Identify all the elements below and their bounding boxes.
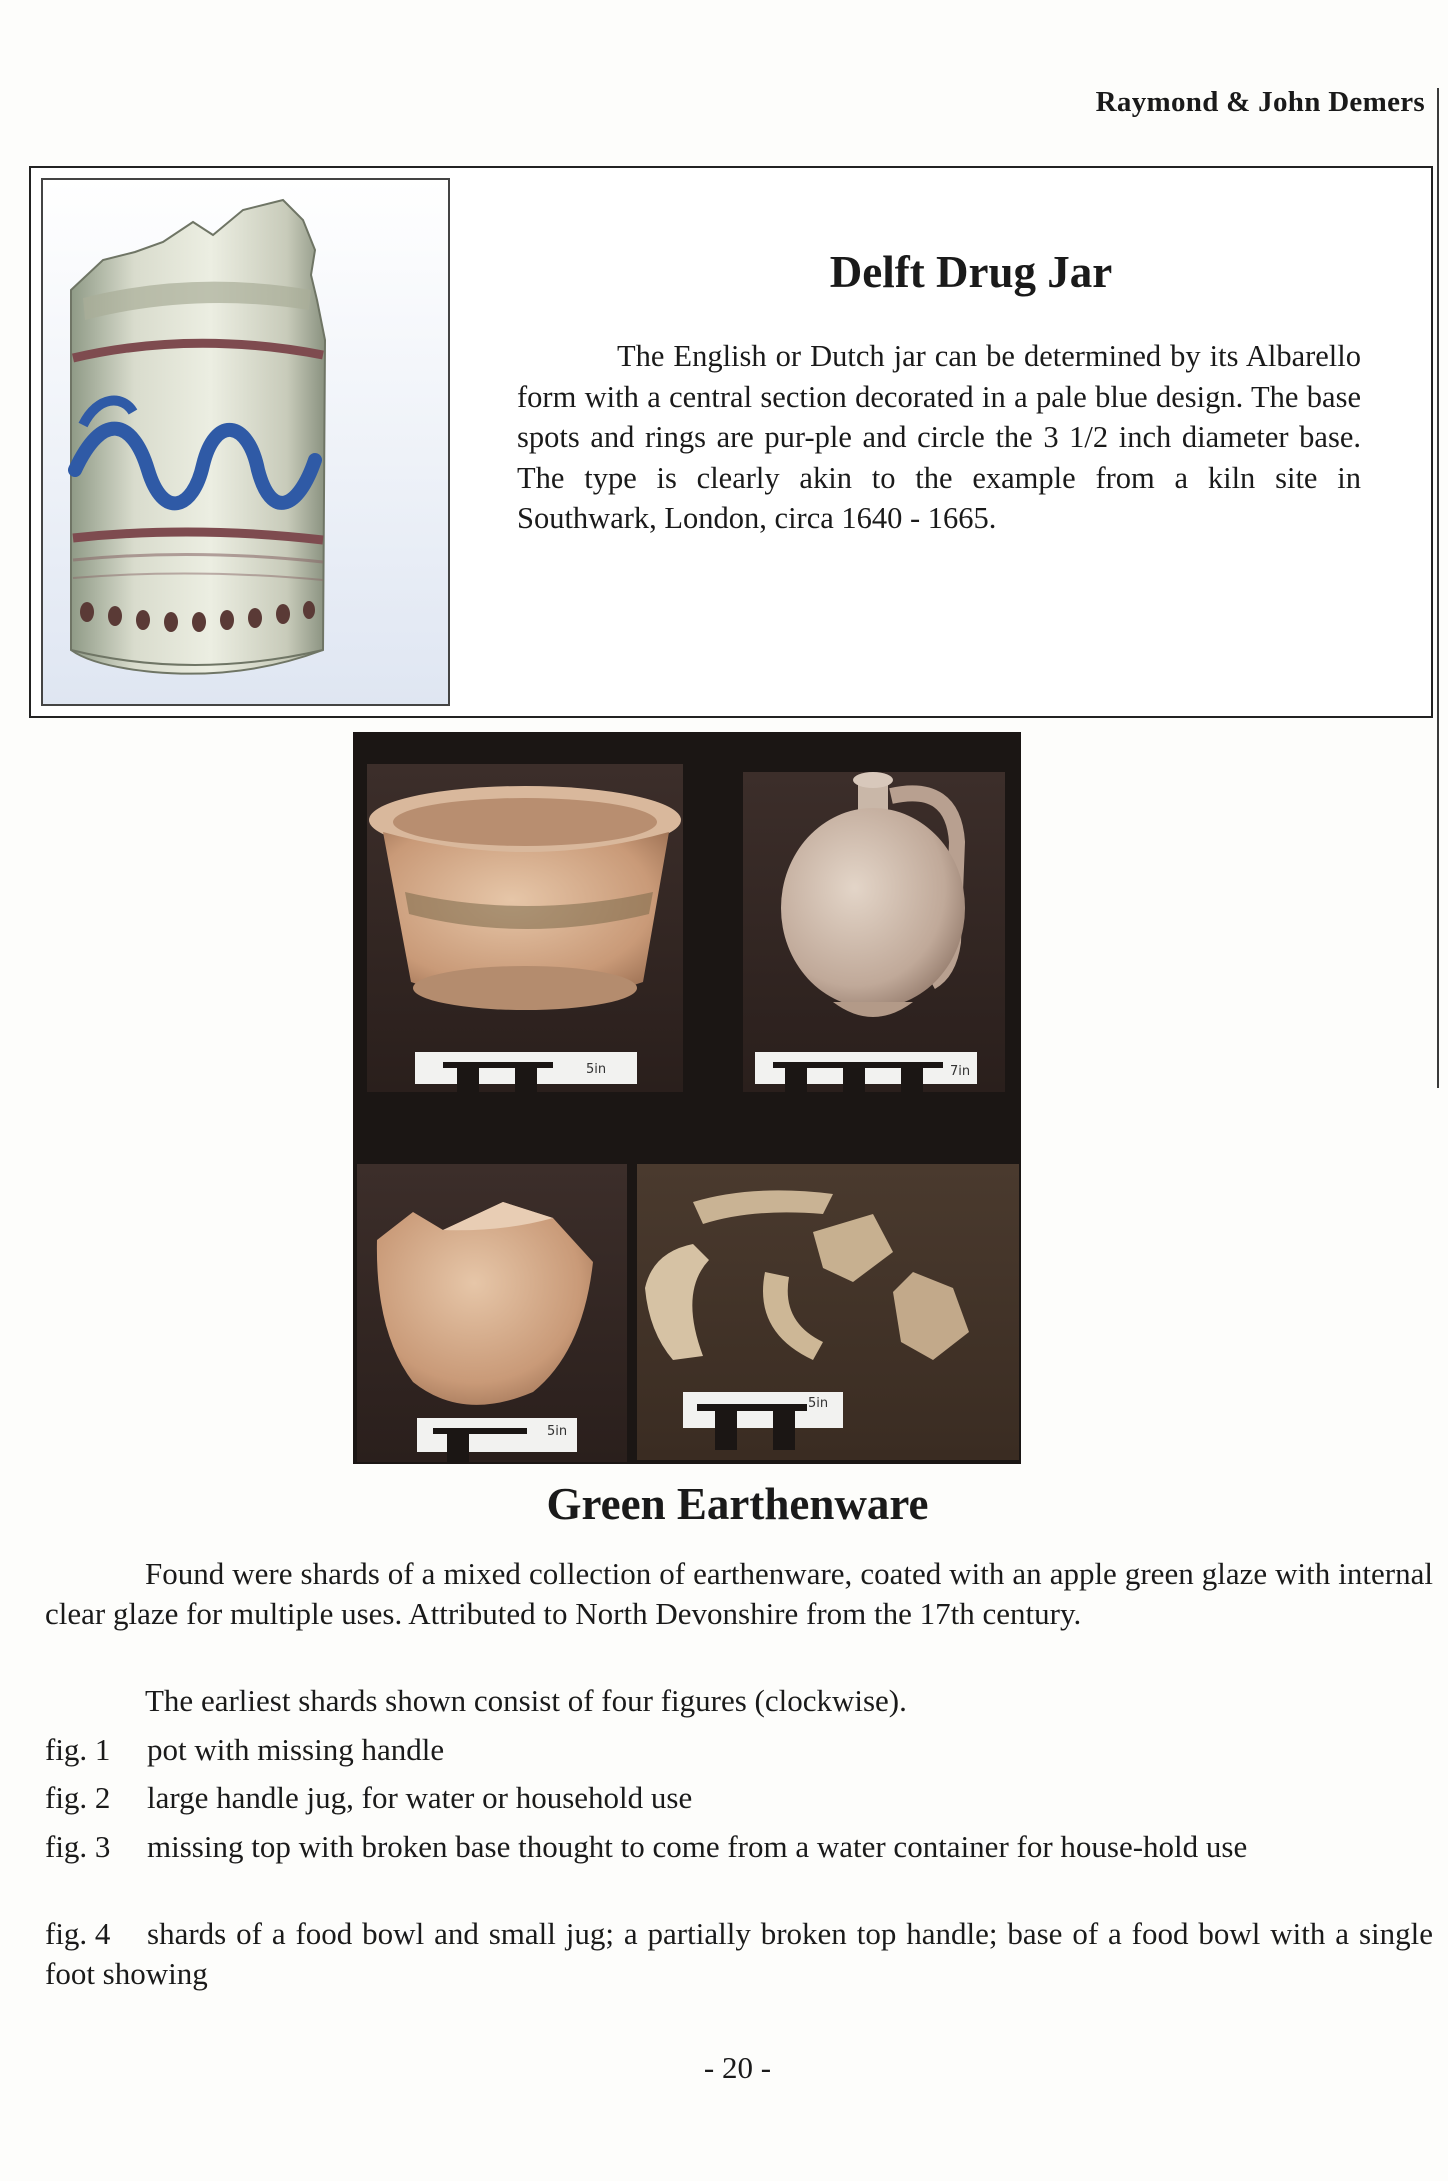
fig-4-photo (637, 1164, 1019, 1460)
figure-text: missing top with broken base thought to come from a water container for house-hold use (147, 1829, 1248, 1864)
figure-caption-2 (45, 1778, 1433, 1818)
figure-label: fig. 3 (45, 1829, 111, 1864)
delft-title: Delft Drug Jar (829, 247, 1113, 297)
delft-description: The English or Dutch jar can be determined by its Albarello form with a central section decorated in a pale blue design. The base spots and rings are pur-ple and circle the 3 1/2 inch diameter base. The type is clearly akin to the example from a kiln site in Southwark, London, circa 1640 - 1665. (517, 339, 1361, 535)
figure-label: fig. 4 (45, 1916, 111, 1951)
green-paragraph-2: The earliest shards shown consist of four figures (clockwise). (145, 1683, 907, 1718)
running-head: Raymond & John Demers (1095, 86, 1425, 118)
page-number: - 20 - (703, 2050, 772, 2085)
figure-text: pot with missing handle (147, 1732, 445, 1767)
green-earthenware-photo-grid (353, 732, 1021, 1464)
figure-label: fig. 1 (45, 1732, 111, 1767)
delft-jar-photo (41, 178, 450, 706)
page-edge-line (1437, 88, 1439, 1088)
figure-caption-3 (45, 1827, 1433, 1867)
fig-2-photo (743, 772, 1005, 1092)
green-paragraph-1: Found were shards of a mixed collection of earthenware, coated with an apple green glaze with internal clear glaze for multiple uses. Attributed to North Devonshire from the 17th century. (45, 1556, 1433, 1631)
fig-3-photo (357, 1164, 627, 1462)
fig-1-photo (367, 764, 683, 1092)
scale-label-fig-3: 5in (547, 1424, 568, 1439)
delft-drug-jar-box (29, 166, 1433, 718)
figure-text: large handle jug, for water or household use (147, 1780, 693, 1815)
scale-label-fig-1: 5in (586, 1062, 607, 1077)
scale-label-fig-4: 5in (808, 1396, 829, 1411)
scale-label-fig-2: 7in (950, 1064, 971, 1079)
figure-label: fig. 2 (45, 1780, 111, 1815)
figure-text: shards of a food bowl and small jug; a partially broken top handle; base of a food bowl with a single foot showing (45, 1916, 1433, 1991)
green-earthenware-title: Green Earthenware (546, 1479, 929, 1529)
figure-caption-1 (45, 1730, 1433, 1770)
figure-caption-4 (45, 1914, 1433, 1994)
